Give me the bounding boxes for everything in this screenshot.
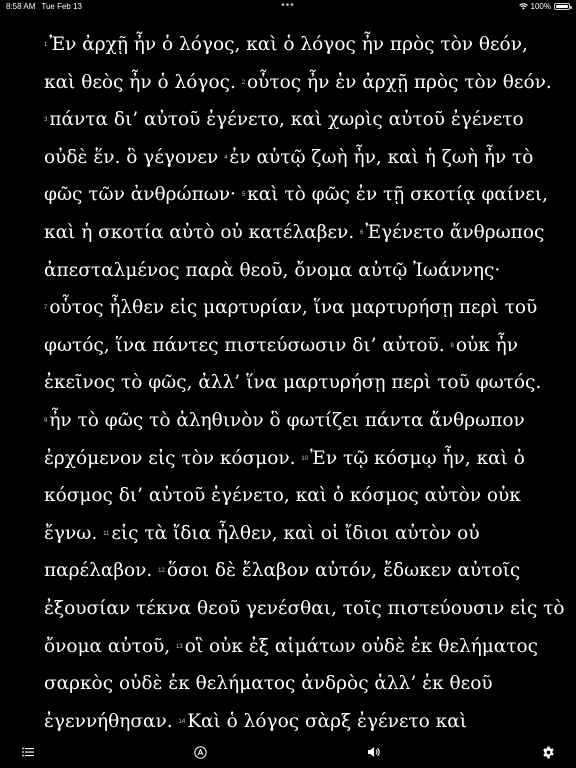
scripture-text[interactable] (44, 26, 565, 740)
text-line (44, 26, 544, 64)
verse-text: Ἐγένετο ἄνθρωπος (365, 221, 545, 243)
verse-text: οὐδὲ ἕν. ὃ γέγονεν (44, 146, 225, 168)
verse-text: εἰς τὰ ἴδια ἦλθεν, καὶ οἱ ἴδιοι αὐτὸν οὐ (111, 522, 480, 544)
verse-text: ἐν αὐτῷ ζωὴ ἦν, καὶ ἡ ζωὴ ἦν τὸ (229, 146, 534, 168)
verse-number[interactable]: 2 (241, 79, 246, 86)
verse-number[interactable]: 11 (103, 530, 110, 537)
verse-text: ἐκεῖνος τὸ φῶς, ἀλλ’ ἵνα μαρτυρήσῃ περὶ τοῦ φωτός. (44, 372, 542, 394)
text-line (44, 214, 544, 252)
verse-number[interactable]: 3 (44, 117, 48, 124)
bottom-toolbar (0, 738, 576, 768)
verse-text: οὗτος ἦν ἐν ἀρχῇ πρὸς τὸν θεόν. (247, 71, 552, 93)
text-line (44, 139, 544, 177)
font-settings-button[interactable] (192, 744, 208, 760)
verse-text: σαρκὸς οὐδὲ ἐκ θελήματος ἀνδρὸς ἀλλ’ ἐκ θεοῦ (44, 673, 493, 695)
battery-level (556, 5, 568, 8)
text-line (44, 402, 544, 440)
verse-number[interactable]: 1 (44, 42, 48, 48)
verse-number[interactable]: 13 (176, 643, 183, 650)
text-line (44, 176, 549, 214)
verse-text: ἀπεσταλμένος παρὰ θεοῦ, ὄνομα αὐτῷ Ἰωάννης· (44, 259, 501, 281)
verse-text: οὐκ ἦν (455, 334, 518, 356)
verse-number[interactable]: 12 (158, 568, 165, 575)
battery-icon (554, 3, 570, 10)
verse-text: καὶ τὸ φῶς ἐν τῇ σκοτίᾳ φαίνει, (247, 184, 549, 206)
text-line (44, 590, 565, 628)
battery-percent: 100% (530, 2, 551, 11)
text-line (44, 327, 544, 365)
verse-text: ὄνομα αὐτοῦ, (44, 635, 177, 657)
text-line (44, 440, 544, 478)
verse-number[interactable]: 6 (359, 229, 364, 236)
audio-button[interactable] (366, 744, 382, 760)
verse-text: ὅσοι δὲ ἔλαβον αὐτόν, ἔδωκεν αὐτοῖς (166, 560, 521, 582)
contents-button[interactable] (20, 744, 36, 760)
verse-text: φῶς τῶν ἀνθρώπων· (44, 184, 242, 206)
gear-icon (542, 746, 555, 759)
text-line (44, 628, 544, 666)
verse-text: Ἐν ἀρχῇ ἦν ὁ λόγος, καὶ ὁ λόγος ἦν πρὸς τὸν θεόν, (49, 34, 528, 55)
circle-a-icon (194, 746, 207, 759)
status-bar (0, 0, 576, 14)
status-right (519, 2, 570, 11)
text-line (44, 289, 544, 327)
verse-text: ἐξουσίαν τέκνα θεοῦ γενέσθαι, τοῖς πιστεύουσιν εἰς τὸ (44, 597, 565, 619)
text-line (44, 64, 552, 102)
text-line (44, 515, 544, 553)
text-line (44, 101, 544, 139)
list-icon (22, 747, 34, 757)
verse-text: οἳ οὐκ ἐξ αἱμάτων οὐδὲ ἐκ θελήματος (184, 635, 539, 657)
text-line (44, 252, 544, 290)
verse-text: οὗτος ἦλθεν εἰς μαρτυρίαν, ἵνα μαρτυρήσῃ περὶ τοῦ (49, 297, 538, 319)
speaker-icon (367, 746, 381, 758)
text-line (44, 703, 544, 741)
verse-text: ἦν τὸ φῶς τὸ ἀληθινὸν ὃ φωτίζει πάντα ἄνθρωπον (49, 409, 525, 431)
verse-text: καὶ ἡ σκοτία αὐτὸ οὐ κατέλαβεν. (44, 221, 360, 243)
verse-text: καὶ θεὸς ἦν ὁ λόγος. (44, 71, 242, 93)
verse-number[interactable]: 5 (241, 192, 246, 199)
verse-number[interactable]: 8 (450, 342, 454, 349)
verse-number[interactable]: 10 (301, 455, 309, 462)
verse-text: πάντα δι’ αὐτοῦ ἐγένετο, καὶ χωρὶς αὐτοῦ ἐγένετο (49, 109, 524, 131)
text-line (44, 364, 544, 402)
verse-number[interactable]: 14 (178, 718, 186, 725)
verse-text: Ἐν τῷ κόσμῳ ἦν, καὶ ὁ (310, 447, 525, 469)
text-line (44, 665, 544, 703)
verse-text: ἐγεννήθησαν. (44, 710, 179, 732)
text-line (44, 477, 544, 515)
status-left (6, 2, 82, 11)
verse-text: ἔγνω. (44, 522, 104, 544)
verse-text: παρέλαβον. (44, 560, 159, 582)
verse-number[interactable]: 7 (44, 305, 48, 312)
verse-text: ἐρχόμενον εἰς τὸν κόσμον. (44, 447, 302, 469)
text-line (44, 552, 544, 590)
wifi-icon (519, 3, 528, 10)
verse-text: φωτός, ἵνα πάντες πιστεύσωσιν δι’ αὐτοῦ. (44, 334, 451, 356)
status-date: Tue Feb 13 (41, 2, 82, 11)
multitasking-dots[interactable]: ••• (281, 0, 295, 11)
settings-button[interactable] (540, 744, 556, 760)
status-time: 8:58 AM (6, 2, 36, 11)
verse-text: κόσμος δι’ αὐτοῦ ἐγένετο, καὶ ὁ κόσμος αὐτὸν οὐκ (44, 485, 521, 507)
verse-number[interactable]: 4 (224, 154, 228, 161)
verse-number[interactable]: 9 (44, 417, 48, 424)
verse-text: Καὶ ὁ λόγος σὰρξ ἐγένετο καὶ (187, 710, 467, 732)
